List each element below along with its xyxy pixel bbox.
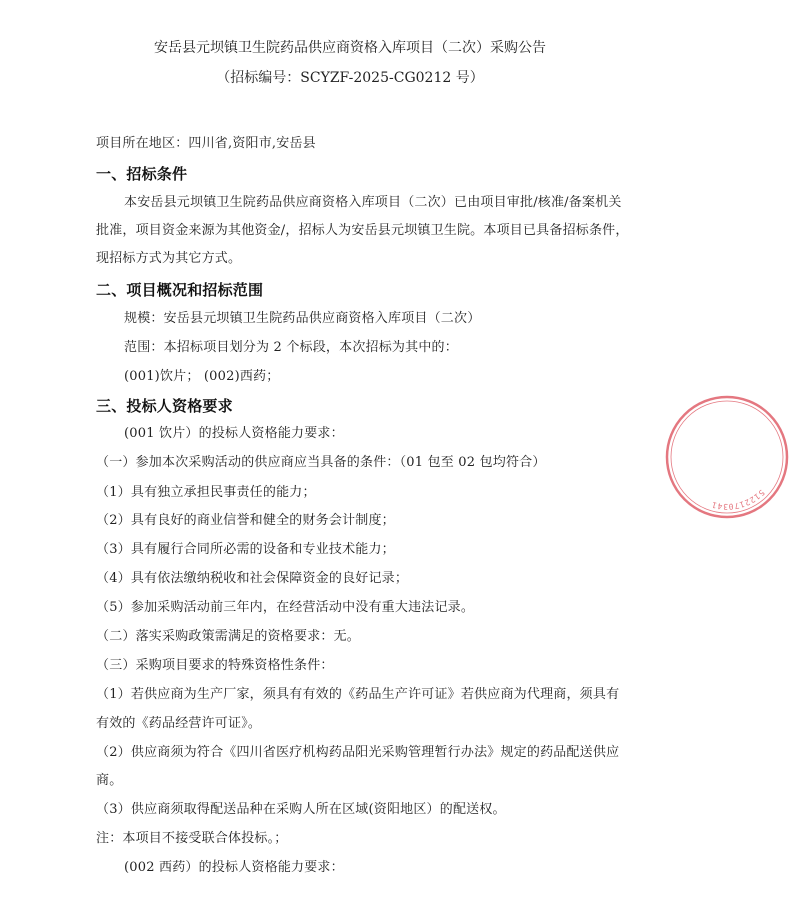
- special-requirement-2: （2）供应商须为符合《四川省医疗机构药品阳光采购管理暂行办法》规定的药品配送供应: [96, 745, 620, 760]
- svg-text:5122170341: 5122170341: [710, 487, 767, 512]
- official-seal-stamp: [662, 392, 792, 522]
- joint-bid-note: 注：本项目不接受联合体投标。；: [96, 831, 288, 846]
- section-3-heading: 三、投标人资格要求: [96, 397, 233, 415]
- document-title: 安岳县元坝镇卫生院药品供应商资格入库项目（二次）采购公告: [154, 40, 546, 56]
- project-location: 项目所在地区：四川省,资阳市,安岳县: [96, 136, 316, 151]
- condition-2: （二）落实采购政策需满足的资格要求：无。: [96, 629, 361, 644]
- requirement-item: （1）具有独立承担民事责任的能力；: [96, 485, 316, 500]
- special-requirement-2-continued: 商。: [96, 773, 123, 788]
- requirement-item: （5）参加采购活动前三年内，在经营活动中没有重大违法记录。: [96, 600, 475, 615]
- special-requirement-3: （3）供应商须取得配送品种在采购人所在区域(资阳地区）的配送权。: [96, 802, 506, 817]
- lot-1-requirements-intro: (001 饮片）的投标人资格能力要求：: [124, 426, 344, 441]
- lot-list: (001)饮片； (002)西药；: [124, 369, 280, 384]
- special-requirement-1: （1）若供应商为生产厂家，须具有有效的《药品生产许可证》若供应商为代理商，须具有: [96, 687, 620, 702]
- requirement-item: （4）具有依法缴纳税收和社会保障资金的良好记录；: [96, 571, 409, 586]
- project-scale: 规模：安岳县元坝镇卫生院药品供应商资格入库项目（二次）: [124, 311, 481, 326]
- requirement-item: （2）具有良好的商业信誉和健全的财务会计制度；: [96, 513, 395, 528]
- section-1-paragraph-line: 现招标方式为其它方式。: [96, 251, 242, 266]
- project-scope: 范围：本招标项目划分为 2 个标段，本次招标为其中的：: [124, 340, 458, 355]
- condition-1: （一）参加本次采购活动的供应商应当具备的条件：（01 包至 02 包均符合）: [96, 455, 546, 470]
- special-requirement-1-continued: 有效的《药品经营许可证》。: [96, 716, 262, 731]
- section-1-heading: 一、招标条件: [96, 165, 188, 183]
- section-1-paragraph-line: 本安岳县元坝镇卫生院药品供应商资格入库项目（二次）已由项目审批/核准/备案机关: [124, 195, 622, 210]
- tender-number: （招标编号：SCYZF-2025-CG0212 号）: [216, 70, 484, 86]
- condition-3: （三）采购项目要求的特殊资格性条件：: [96, 658, 334, 673]
- section-1-paragraph-line: 批准，项目资金来源为其他资金/，招标人为安岳县元坝镇卫生院。本项目已具备招标条件，: [96, 223, 629, 238]
- lot-2-requirements-intro: (002 西药）的投标人资格能力要求：: [124, 860, 344, 875]
- requirement-item: （3）具有履行合同所必需的设备和专业技术能力；: [96, 542, 395, 557]
- section-2-heading: 二、项目概况和招标范围: [96, 281, 264, 299]
